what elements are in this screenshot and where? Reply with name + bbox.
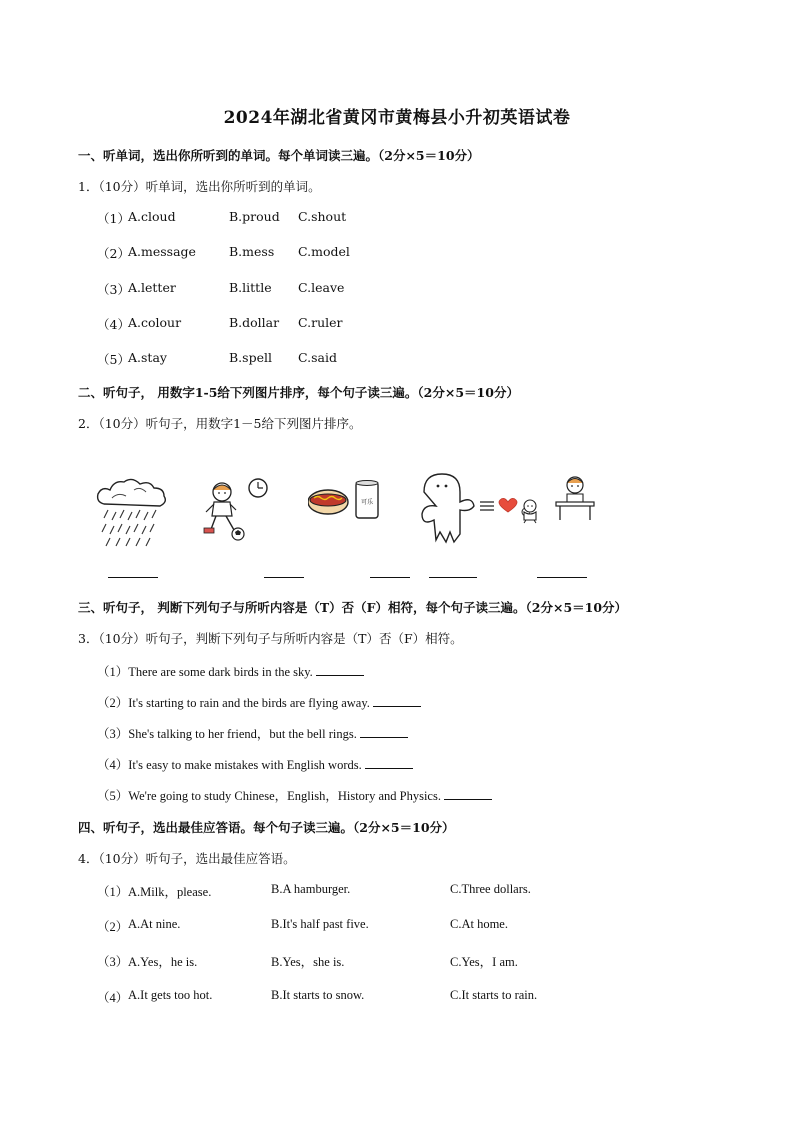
section3-heading: 三、听句子， 判断下列句子与所听内容是（T）否（F）相符，每个句子读三遍。（2分×5＝10分） <box>78 600 628 615</box>
option-a: A.letter <box>128 280 176 295</box>
option-b: B.little <box>229 280 272 295</box>
option-c: C.At home. <box>450 917 508 931</box>
option-c: C.said <box>298 350 337 365</box>
option-b: B.Yes，she is. <box>271 955 345 969</box>
item-number: （2） <box>97 920 129 934</box>
statement-text: We're going to study Chinese，English，History and Physics. <box>128 789 441 803</box>
section2-heading: 二、听句子， 用数字1-5给下列图片排序，每个句子读三遍。（2分×5＝10分） <box>78 385 519 400</box>
can-label: 可乐 <box>360 499 374 506</box>
section4-heading: 四、听句子，选出最佳应答语。每个句子读三遍。（2分×5＝10分） <box>78 820 455 835</box>
answer-blank[interactable] <box>373 694 421 707</box>
option-c: C.model <box>298 244 350 259</box>
boy-football-clock-icon <box>198 478 272 544</box>
picture-row <box>90 470 610 550</box>
option-b: B.It starts to snow. <box>271 988 365 1002</box>
option-a: A.colour <box>128 315 182 330</box>
question1-title: 1．（10分）听单词，选出你所听到的单词。 <box>78 179 321 194</box>
item-number: （2） <box>97 246 130 261</box>
item-number: （2） <box>97 696 129 710</box>
boy-at-desk-icon <box>554 474 596 522</box>
hotdog-cola-icon <box>308 476 382 526</box>
statement-text: She's talking to her friend，but the bell rings. <box>128 727 357 741</box>
answer-blank-1[interactable] <box>108 577 158 578</box>
option-c: C.It starts to rain. <box>450 988 538 1002</box>
option-a: A.message <box>128 244 196 259</box>
answer-blank-2[interactable] <box>264 577 304 578</box>
answer-blank-5[interactable] <box>537 577 587 578</box>
item-number: （1） <box>97 211 130 226</box>
statement-text: It's easy to make mistakes with English words. <box>128 758 362 772</box>
item-number: （4） <box>97 991 129 1005</box>
baby-icon <box>520 498 540 524</box>
question3-title: 3．（10分）听句子，判断下列句子与所听内容是（T）否（F）相符。 <box>78 631 463 646</box>
option-c: C.leave <box>298 280 345 295</box>
option-a: A.Milk，please. <box>128 885 212 899</box>
q3-item-4 <box>97 755 413 773</box>
option-b: B.It's half past five. <box>271 917 369 931</box>
option-b: B.spell <box>229 350 272 365</box>
statement-text: There are some dark birds in the sky. <box>128 665 313 679</box>
answer-blank-4[interactable] <box>429 577 477 578</box>
question4-title: 4．（10分）听句子，选出最佳应答语。 <box>78 851 296 866</box>
q3-item-3 <box>97 724 408 742</box>
answer-blank[interactable] <box>444 787 492 800</box>
question2-title: 2．（10分）听句子，用数字1－5给下列图片排序。 <box>78 416 362 431</box>
answer-blank[interactable] <box>360 725 408 738</box>
option-a: A.Yes，he is. <box>128 955 198 969</box>
item-number: （4） <box>97 317 130 332</box>
q3-item-2 <box>97 693 421 711</box>
item-number: （1） <box>97 665 129 679</box>
option-b: B.A hamburger. <box>271 882 351 896</box>
option-a: A.cloud <box>128 209 176 224</box>
option-a: A.At nine. <box>128 917 181 931</box>
q3-item-5 <box>97 786 492 804</box>
q3-item-1 <box>97 662 364 680</box>
item-number: （3） <box>97 955 129 969</box>
statement-text: It's starting to rain and the birds are flying away. <box>128 696 370 710</box>
item-number: （1） <box>97 885 129 899</box>
ghost-heart-icon <box>412 472 530 546</box>
option-a: A.stay <box>128 350 167 365</box>
answer-blank-3[interactable] <box>370 577 410 578</box>
option-c: C.Yes，I am. <box>450 955 518 969</box>
item-number: （5） <box>97 352 130 367</box>
rain-cloud-icon <box>94 476 176 548</box>
option-c: C.Three dollars. <box>450 882 531 896</box>
item-number: （3） <box>97 282 130 297</box>
option-a: A.It gets too hot. <box>128 988 213 1002</box>
section1-heading: 一、听单词，选出你所听到的单词。每个单词读三遍。（2分×5＝10分） <box>78 148 480 163</box>
option-b: B.dollar <box>229 315 280 330</box>
exam-title: 2024年湖北省黄冈市黄梅县小升初英语试卷 <box>223 108 571 128</box>
answer-blank[interactable] <box>365 756 413 769</box>
item-number: （3） <box>97 727 129 741</box>
item-number: （4） <box>97 758 129 772</box>
item-number: （5） <box>97 789 129 803</box>
option-b: B.mess <box>229 244 275 259</box>
option-b: B.proud <box>229 209 280 224</box>
option-c: C.ruler <box>298 315 343 330</box>
answer-blank[interactable] <box>316 663 364 676</box>
option-c: C.shout <box>298 209 347 224</box>
